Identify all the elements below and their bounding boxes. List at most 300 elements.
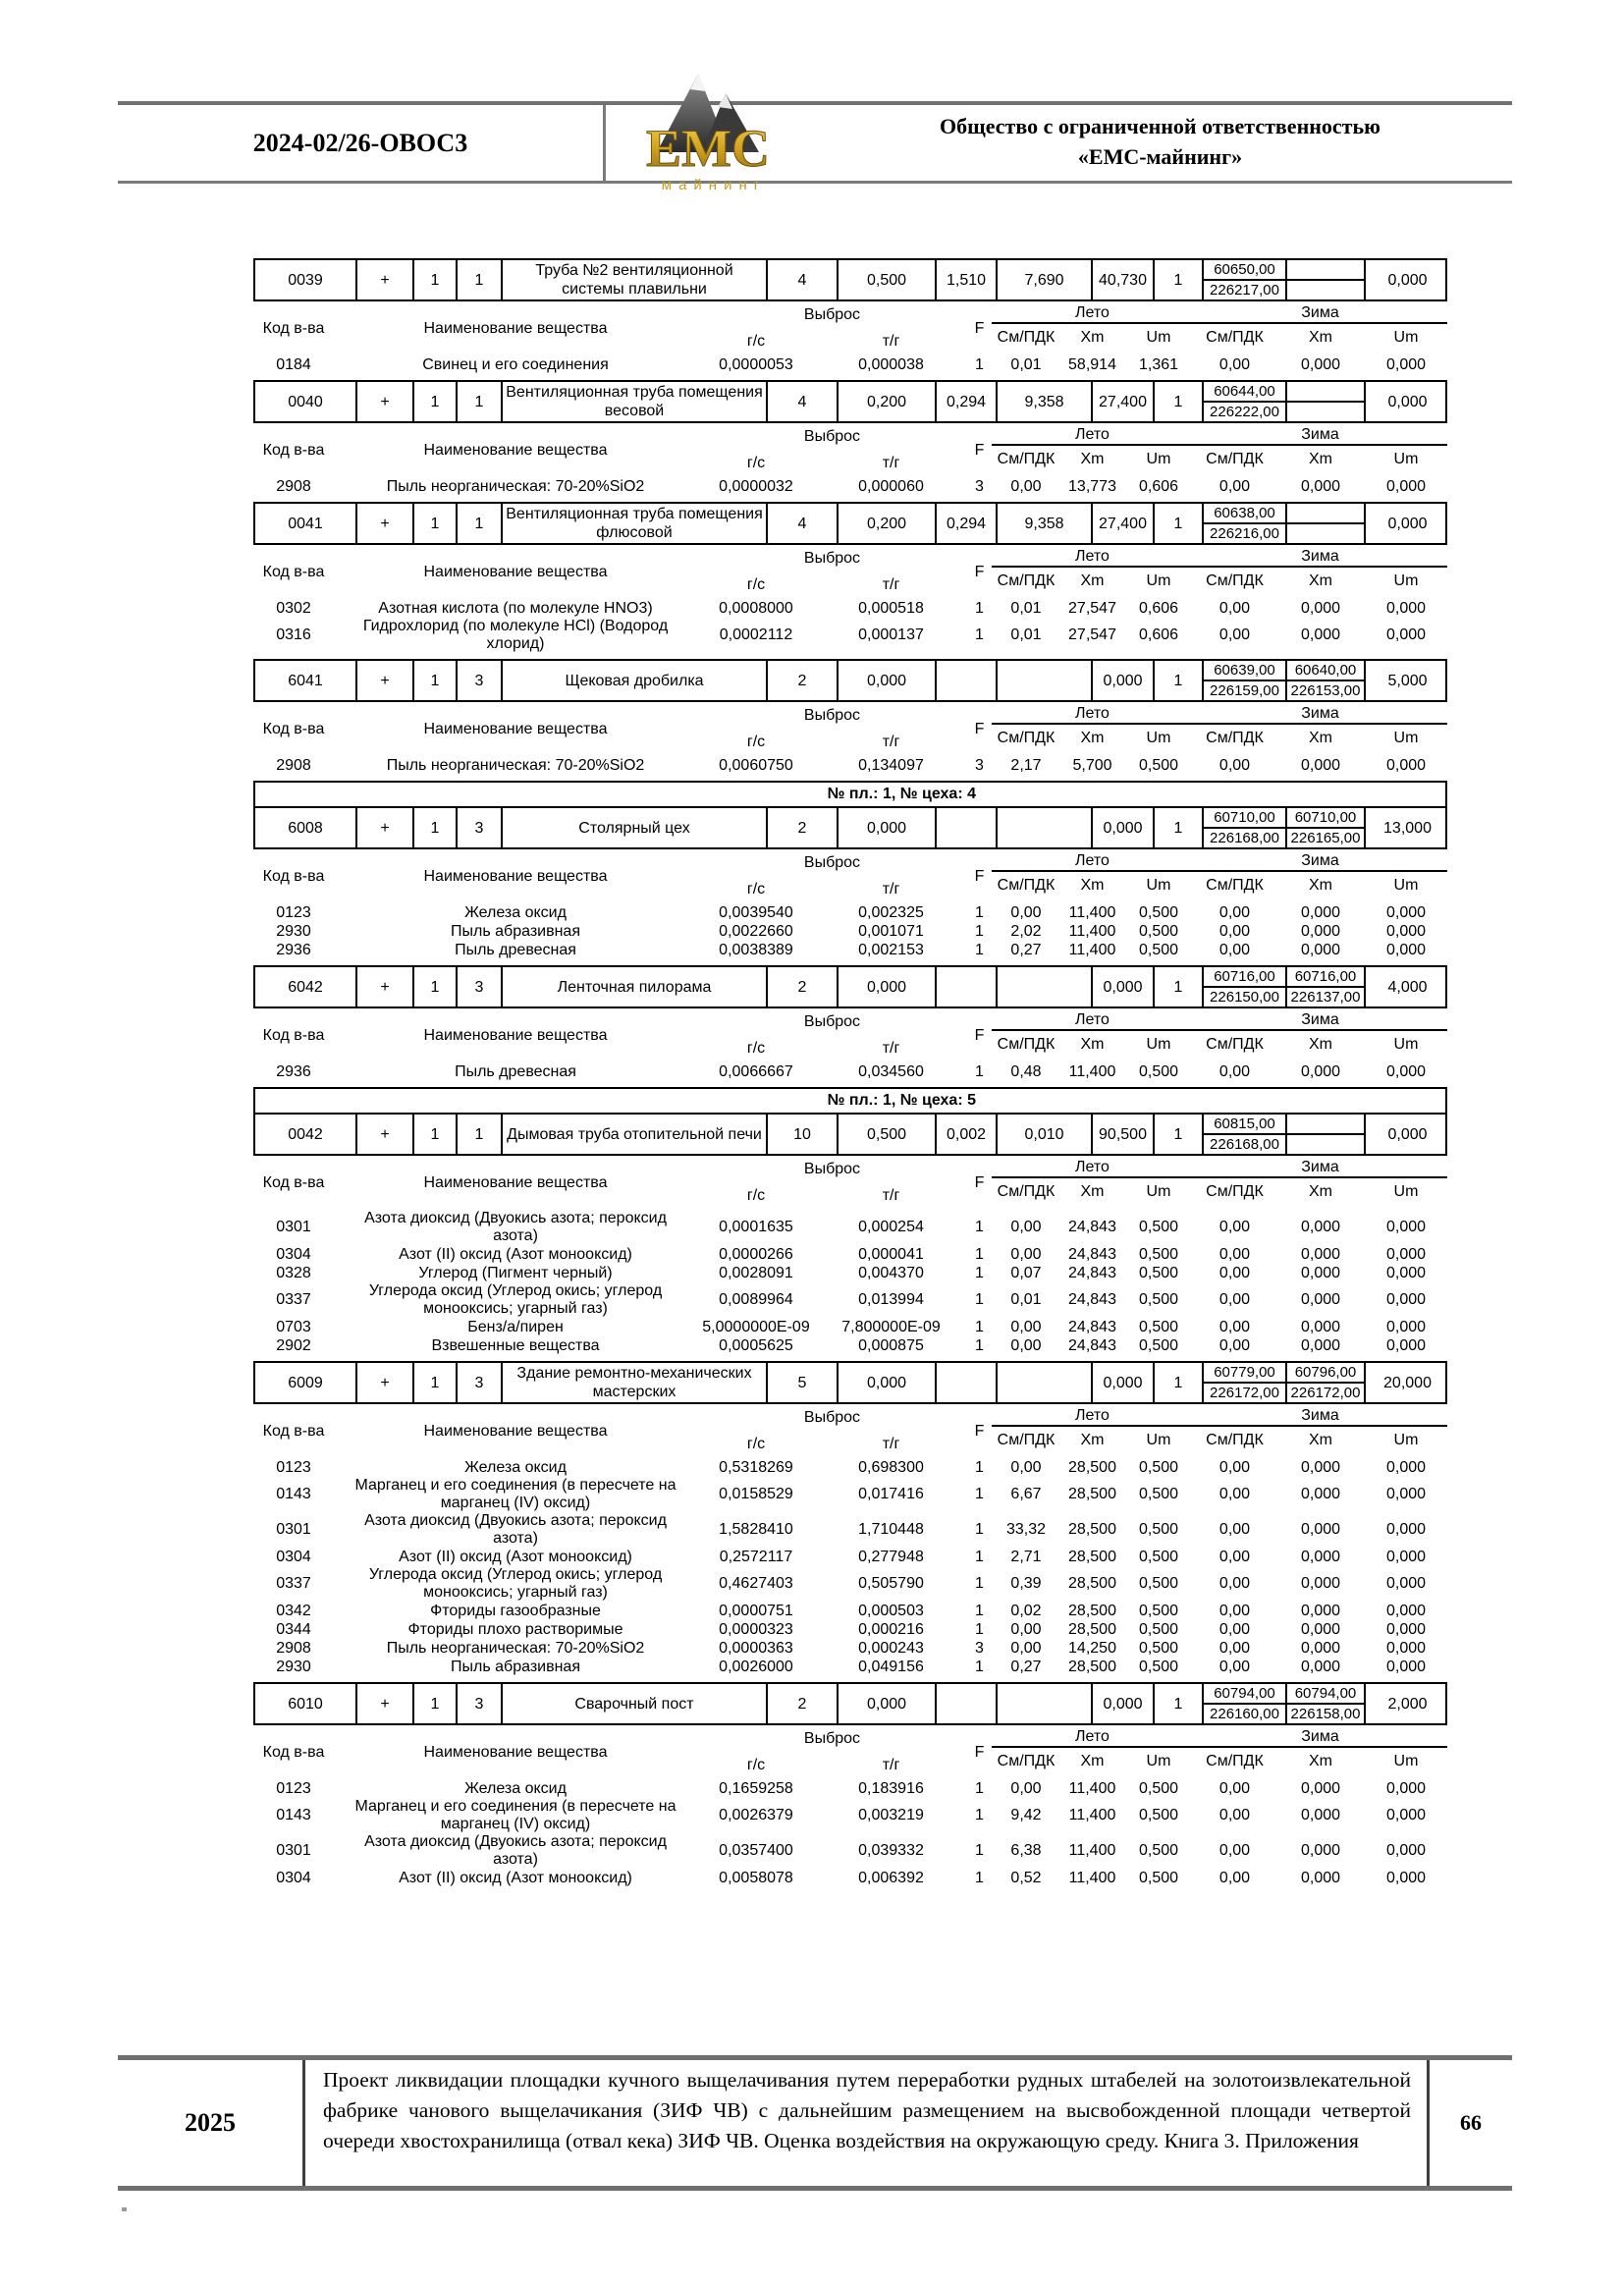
substance-value: 0,500 — [1138, 903, 1179, 921]
substance-value: 0,001071 — [858, 922, 924, 940]
source-cell: 5,000 — [1364, 661, 1449, 700]
substance-value: 0,034560 — [858, 1062, 924, 1080]
source-cell: 6042 — [288, 978, 323, 996]
coordinate-top: 60638,00 — [1204, 504, 1285, 524]
column-label: Um — [1146, 877, 1171, 894]
substance-name — [334, 1566, 697, 1602]
substance-value: 0,013994 — [858, 1291, 924, 1308]
substance-code: 2908 — [276, 756, 311, 774]
substance-value: 1 — [975, 1486, 984, 1502]
substance-value: 0,1659258 — [719, 1779, 793, 1797]
substance-value: 0,000 — [1300, 1658, 1341, 1675]
column-label: Xm — [1080, 730, 1105, 746]
substance-value: 0,000 — [1385, 1291, 1427, 1308]
substance-name-text: Углерода оксид (Углерод окись; углерод монооксись; угарный газ) — [368, 1282, 663, 1317]
stray-mark — [122, 2207, 127, 2211]
source-cell: + — [355, 504, 412, 543]
column-label: Код в-ва — [262, 564, 325, 580]
column-label: т/г — [882, 734, 900, 750]
substance-value: 0,039332 — [858, 1842, 924, 1859]
column-label: г/с — [746, 1187, 766, 1204]
substance-value: 0,500 — [1138, 1602, 1179, 1619]
substance-value: 0,006392 — [858, 1869, 924, 1886]
source-cell: 1 — [1153, 1115, 1202, 1154]
substance-value: 0,000 — [1300, 1575, 1341, 1592]
substance-name-text: Азот (II) оксид (Азот монооксид) — [399, 1869, 632, 1886]
substance-name-text: Пыль древесная — [455, 1062, 576, 1080]
substance-value: 28,500 — [1068, 1521, 1116, 1538]
substance-value: 0,000 — [1300, 1336, 1341, 1354]
source-cell: 6010 — [288, 1695, 323, 1713]
coordinate-bottom: 226216,00 — [1210, 525, 1279, 542]
substance-code: 0304 — [276, 1548, 311, 1565]
substance-value: 27,547 — [1068, 626, 1116, 643]
substance-value: 0,500 — [1138, 1458, 1179, 1476]
substance-code: 0301 — [276, 1842, 311, 1859]
substance-value: 24,843 — [1068, 1219, 1116, 1235]
column-label: См/ПДК — [997, 1753, 1056, 1769]
substance-value: 0,000 — [1300, 1639, 1341, 1657]
coordinate-top: 60639,00 — [1204, 661, 1285, 681]
column-label: Лето — [992, 1728, 1193, 1748]
source-cell: 6041 — [288, 672, 323, 689]
snow-cap-right — [718, 93, 732, 109]
source-cell — [935, 1363, 996, 1402]
column-label: Xm — [1309, 1183, 1332, 1200]
substance-name-text: Углерода оксид (Углерод окись; углерод монооксись; угарный газ) — [368, 1566, 663, 1601]
substance-value: 0,000 — [1385, 903, 1427, 921]
coordinate-bottom — [1287, 403, 1364, 421]
substance-value: 1 — [975, 1291, 984, 1308]
substance-value: 0,000 — [1300, 1062, 1341, 1080]
substance-value: 1 — [975, 1458, 984, 1476]
substance-code: 0143 — [276, 1486, 311, 1502]
substance-table-header — [253, 705, 1447, 754]
substance-value: 0,0000751 — [719, 1602, 793, 1619]
substance-value: 28,500 — [1068, 1658, 1116, 1675]
substance-value: 1 — [975, 1620, 984, 1638]
substance-value: 0,00 — [1218, 1458, 1251, 1476]
source-cell: 0,294 — [935, 504, 996, 543]
substance-name — [334, 1603, 697, 1620]
column-label: Xm — [1080, 877, 1105, 894]
substance-name-text: Бенз/а/пирен — [467, 1318, 564, 1335]
company-logo — [606, 105, 808, 193]
organization-name-line1: Общество с ограниченной ответственностью — [940, 114, 1380, 138]
column-label: Наименование вещества — [423, 868, 608, 885]
substance-value: 0,48 — [1010, 1062, 1042, 1080]
substance-value: 0,505790 — [858, 1575, 924, 1592]
column-label: F — [974, 442, 985, 459]
source-cell: 20,000 — [1364, 1363, 1449, 1402]
source-cell: 2 — [766, 661, 837, 700]
substance-code: 2902 — [276, 1336, 311, 1354]
source-cell — [996, 808, 1091, 847]
column-label: Код в-ва — [262, 1174, 325, 1191]
substance-value: 0,000 — [1385, 1219, 1427, 1235]
source-coordinates — [1285, 661, 1364, 700]
substance-code: 0302 — [276, 599, 311, 617]
column-label: Xm — [1309, 877, 1332, 894]
source-row — [253, 965, 1447, 1008]
substance-row — [253, 1264, 1447, 1282]
coordinate-bottom: 226158,00 — [1290, 1706, 1361, 1722]
substance-name — [334, 1833, 697, 1869]
column-label: Код в-ва — [262, 868, 325, 885]
substance-name — [334, 757, 697, 775]
source-cell: + — [355, 808, 412, 847]
source-cell: Сварочный пост — [501, 1684, 766, 1723]
column-label: Выброс — [803, 854, 861, 871]
source-cell: 0,000 — [1091, 967, 1153, 1006]
substance-value: 11,400 — [1068, 903, 1116, 921]
substance-value: 0,4627403 — [719, 1575, 793, 1592]
coordinate-bottom: 226165,00 — [1290, 830, 1361, 846]
source-coordinates — [1285, 967, 1364, 1006]
substance-value: 0,0022660 — [719, 922, 793, 940]
column-label: Лето — [992, 426, 1193, 446]
substance-value: 0,277948 — [858, 1548, 924, 1565]
organization-name — [808, 105, 1512, 181]
substance-value: 0,500 — [1138, 1062, 1179, 1080]
substance-value: 0,000 — [1300, 922, 1341, 940]
source-cell: 0,000 — [1091, 808, 1153, 847]
source-cell: 3 — [456, 1363, 501, 1402]
column-label: См/ПДК — [997, 329, 1056, 346]
column-label: Um — [1393, 451, 1419, 467]
substance-value: 0,01 — [1010, 626, 1042, 643]
coordinate-bottom: 226153,00 — [1290, 682, 1361, 699]
substance-value: 0,0038389 — [719, 941, 793, 958]
substance-row — [253, 1336, 1447, 1355]
substance-rows — [253, 1208, 1447, 1361]
substance-value: 0,00 — [1010, 1458, 1042, 1476]
substance-value: 14,250 — [1068, 1639, 1116, 1657]
column-label: т/г — [882, 576, 900, 593]
coordinate-bottom: 226160,00 — [1210, 1706, 1279, 1722]
column-label: т/г — [882, 455, 900, 471]
substance-code: 0301 — [276, 1219, 311, 1235]
substance-code: 0304 — [276, 1869, 311, 1886]
source-row — [253, 659, 1447, 702]
substance-value: 0,500 — [1138, 1548, 1179, 1565]
column-label: Um — [1146, 572, 1171, 589]
substance-value: 0,0028091 — [719, 1264, 793, 1281]
substance-value: 0,500 — [1138, 1291, 1179, 1308]
substance-value: 0,0058078 — [719, 1869, 793, 1886]
substance-name — [334, 1870, 697, 1887]
source-cell: 0,000 — [1364, 504, 1449, 543]
substance-value: 0,606 — [1138, 477, 1179, 495]
substance-value: 3 — [975, 1639, 984, 1657]
substance-code: 2936 — [276, 1062, 311, 1080]
column-label: Наименование вещества — [423, 564, 608, 580]
substance-name-text: Азота диоксид (Двуокись азота; пероксид азота) — [364, 1833, 667, 1868]
column-label: Xm — [1080, 1183, 1105, 1200]
substance-value: 1 — [975, 1245, 984, 1263]
column-label: См/ПДК — [1206, 877, 1264, 894]
substance-row — [253, 1062, 1447, 1081]
substance-value: 0,134097 — [858, 756, 924, 774]
source-cell: 1 — [412, 382, 456, 421]
source-coordinates — [1285, 808, 1364, 847]
substance-value: 0,183916 — [858, 1779, 924, 1797]
coordinate-top: 60794,00 — [1204, 1684, 1285, 1705]
substance-row — [253, 756, 1447, 775]
substance-value: 0,500 — [1138, 1620, 1179, 1638]
substance-row — [253, 1658, 1447, 1676]
substance-name-text: Азота диоксид (Двуокись азота; пероксид азота) — [364, 1210, 667, 1244]
substance-table-header — [253, 1011, 1447, 1061]
substance-value: 0,0000363 — [719, 1639, 793, 1657]
column-label: Xm — [1309, 1432, 1332, 1448]
source-cell: 1 — [1153, 808, 1202, 847]
coordinate-top: 60710,00 — [1204, 808, 1285, 829]
substance-value: 0,27 — [1010, 941, 1042, 958]
column-label: Выброс — [803, 707, 861, 724]
coordinate-bottom — [1287, 524, 1364, 543]
substance-code: 0143 — [276, 1807, 311, 1823]
column-label: См/ПДК — [1206, 572, 1264, 589]
substance-value: 0,0005625 — [719, 1336, 793, 1354]
substance-value: 0,500 — [1138, 1245, 1179, 1263]
substance-value: 24,843 — [1068, 1245, 1116, 1263]
source-cell: 0,000 — [837, 661, 935, 700]
substance-value: 0,00 — [1218, 1807, 1251, 1823]
substance-code: 0316 — [276, 626, 311, 643]
substance-value: 0,000 — [1385, 626, 1427, 643]
column-label: Наименование вещества — [423, 721, 608, 737]
column-label: Код в-ва — [262, 320, 325, 337]
substance-value: 0,00 — [1218, 599, 1251, 617]
substance-row — [253, 903, 1447, 922]
source-cell: 4 — [766, 260, 837, 299]
substance-value: 0,000 — [1385, 1842, 1427, 1859]
substance-value: 0,500 — [1138, 1336, 1179, 1354]
source-cell: 0,200 — [837, 382, 935, 421]
substance-value: 0,606 — [1138, 599, 1179, 617]
substance-rows — [253, 754, 1447, 781]
footer-year: 2025 — [118, 2060, 305, 2186]
substance-value: 3 — [975, 477, 984, 495]
source-cell: 0,010 — [996, 1115, 1091, 1154]
source-cell: 2 — [766, 1684, 837, 1723]
substance-value: 0,004370 — [858, 1264, 924, 1281]
snow-cap-left — [690, 74, 706, 91]
source-cell: 9,358 — [996, 382, 1091, 421]
source-cell: 0,000 — [837, 1363, 935, 1402]
substance-value: 0,000 — [1300, 941, 1341, 958]
coordinate-top: 60815,00 — [1204, 1115, 1285, 1135]
source-cell: 2 — [766, 808, 837, 847]
source-cell: 0,000 — [1091, 1684, 1153, 1723]
substance-value: 0,000 — [1385, 1062, 1427, 1080]
substance-value: 28,500 — [1068, 1458, 1116, 1476]
substance-value: 0,00 — [1218, 1620, 1251, 1638]
column-label: Лето — [992, 304, 1193, 324]
substance-value: 0,500 — [1138, 1807, 1179, 1823]
source-cell: 1 — [456, 1115, 501, 1154]
substance-table-header — [253, 426, 1447, 475]
substance-value: 0,000038 — [858, 355, 924, 373]
substance-row — [253, 1833, 1447, 1869]
substance-value: 0,000 — [1300, 599, 1341, 617]
substance-row — [253, 1210, 1447, 1245]
substance-name — [334, 1459, 697, 1477]
substance-name-text: Пыль древесная — [455, 941, 576, 958]
source-row — [253, 380, 1447, 423]
column-label: т/г — [882, 1187, 900, 1204]
substance-value: 0,000 — [1385, 941, 1427, 958]
column-label: Выброс — [803, 1013, 861, 1030]
substance-value: 0,000 — [1385, 599, 1427, 617]
substance-name — [334, 1621, 697, 1639]
coordinate-bottom: 226137,00 — [1290, 989, 1361, 1006]
column-label: См/ПДК — [997, 1432, 1056, 1448]
substance-value: 11,400 — [1068, 1842, 1116, 1859]
substance-row — [253, 618, 1447, 653]
substance-rows — [253, 1456, 1447, 1682]
column-label: См/ПДК — [1206, 1183, 1264, 1200]
source-coordinates — [1285, 1363, 1364, 1402]
substance-value: 0,000060 — [858, 477, 924, 495]
substance-value: 0,00 — [1218, 756, 1251, 774]
substance-value: 0,0060750 — [719, 756, 793, 774]
coordinate-top: 60650,00 — [1204, 260, 1285, 281]
substance-value: 0,00 — [1218, 1291, 1251, 1308]
column-label: Xm — [1080, 451, 1105, 467]
column-label: Зима — [1193, 1728, 1447, 1748]
column-label: Выброс — [803, 1730, 861, 1747]
source-cell: 40,730 — [1091, 260, 1153, 299]
coordinate-bottom: 226217,00 — [1210, 282, 1279, 299]
substance-value: 0,000 — [1300, 1318, 1341, 1335]
source-cell: 0,000 — [837, 808, 935, 847]
substance-value: 1 — [975, 1264, 984, 1281]
substance-code: 0304 — [276, 1245, 311, 1263]
substance-value: 0,000 — [1300, 626, 1341, 643]
column-label: Наименование вещества — [423, 1744, 608, 1761]
coordinate-top: 60716,00 — [1204, 967, 1285, 988]
substance-value: 0,00 — [1218, 941, 1251, 958]
column-label: См/ПДК — [997, 451, 1056, 467]
source-coordinates — [1202, 1684, 1285, 1723]
substance-value: 1 — [975, 1807, 984, 1823]
substance-value: 0,0002112 — [719, 626, 793, 643]
column-label: Um — [1146, 1183, 1171, 1200]
substance-value: 0,52 — [1010, 1869, 1042, 1886]
coordinate-bottom: 226150,00 — [1210, 989, 1279, 1006]
substance-value: 0,00 — [1218, 1548, 1251, 1565]
column-label: Лето — [992, 1407, 1193, 1427]
column-label: т/г — [882, 1757, 900, 1773]
substance-value: 1,5828410 — [719, 1521, 793, 1538]
substance-value: 1 — [975, 1779, 984, 1797]
substance-code: 0123 — [276, 1779, 311, 1797]
substance-value: 3 — [975, 756, 984, 774]
substance-name-text: Марганец и его соединения (в пересчете на марганец (IV) оксид) — [354, 1477, 677, 1511]
substance-name-text: Азот (II) оксид (Азот монооксид) — [399, 1548, 632, 1565]
logo-text: ЕМС — [646, 119, 770, 178]
substance-row — [253, 1620, 1447, 1639]
substance-value: 24,843 — [1068, 1318, 1116, 1335]
substance-value: 0,000 — [1300, 1486, 1341, 1502]
substance-name — [334, 1319, 697, 1336]
substance-value: 0,00 — [1218, 626, 1251, 643]
substance-row — [253, 1477, 1447, 1512]
substance-code: 2908 — [276, 477, 311, 495]
substance-value: 11,400 — [1068, 941, 1116, 958]
substance-value: 1 — [975, 1842, 984, 1859]
substance-value: 0,000 — [1385, 1336, 1427, 1354]
substance-value: 5,0000000Е-09 — [702, 1318, 810, 1335]
source-cell: 1 — [412, 661, 456, 700]
substance-row — [253, 922, 1447, 941]
substance-value: 0,500 — [1138, 1318, 1179, 1335]
substance-name — [334, 1282, 697, 1318]
column-label: Выброс — [803, 1409, 861, 1426]
substance-value: 0,000 — [1385, 922, 1427, 940]
substance-value: 0,002325 — [858, 903, 924, 921]
substance-value: 0,00 — [1218, 1779, 1251, 1797]
substance-rows — [253, 475, 1447, 502]
source-cell: + — [355, 1684, 412, 1723]
substance-name-text: Углерод (Пигмент черный) — [418, 1264, 613, 1281]
coordinate-bottom — [1287, 1135, 1364, 1154]
source-coordinates — [1285, 382, 1364, 421]
substance-value: 1 — [975, 626, 984, 643]
column-label: Um — [1146, 329, 1171, 346]
substance-value: 0,00 — [1218, 1219, 1251, 1235]
substance-value: 58,914 — [1068, 355, 1116, 373]
column-label: т/г — [882, 1040, 900, 1057]
substance-value: 0,000 — [1300, 1620, 1341, 1638]
coordinate-top: 60796,00 — [1287, 1363, 1364, 1384]
substance-value: 6,38 — [1010, 1842, 1042, 1859]
source-cell — [935, 661, 996, 700]
column-label: г/с — [746, 455, 766, 471]
substance-value: 0,000518 — [858, 599, 924, 617]
source-cell: Вентиляционная труба помещения весовой — [501, 382, 766, 421]
column-label: F — [974, 1027, 985, 1044]
column-label: Xm — [1080, 1036, 1105, 1053]
source-cell — [996, 1684, 1091, 1723]
substance-value: 0,00 — [1218, 1245, 1251, 1263]
substance-code: 0328 — [276, 1264, 311, 1281]
column-label: Um — [1393, 329, 1419, 346]
substance-name-text: Пыль абразивная — [451, 922, 580, 940]
substance-value: 0,00 — [1218, 1658, 1251, 1675]
column-label: Xm — [1309, 451, 1332, 467]
source-cell: + — [355, 260, 412, 299]
column-label: г/с — [746, 734, 766, 750]
source-row — [253, 1113, 1447, 1156]
substance-value: 28,500 — [1068, 1575, 1116, 1592]
source-cell: 1 — [1153, 661, 1202, 700]
substance-name-text: Азотная кислота (по молекуле HNO3) — [378, 599, 653, 617]
substance-name-text: Пыль неорганическая: 70-20%SiO2 — [386, 756, 645, 774]
substance-value: 0,000 — [1300, 1548, 1341, 1565]
source-cell: 0,000 — [837, 1684, 935, 1723]
substance-value: 0,000 — [1300, 355, 1341, 373]
substance-name — [334, 1246, 697, 1264]
column-label: Xm — [1309, 1753, 1332, 1769]
column-label: Наименование вещества — [423, 1027, 608, 1044]
column-label: См/ПДК — [1206, 1036, 1264, 1053]
substance-name — [334, 478, 697, 496]
substance-name — [334, 1549, 697, 1566]
substance-value: 28,500 — [1068, 1602, 1116, 1619]
